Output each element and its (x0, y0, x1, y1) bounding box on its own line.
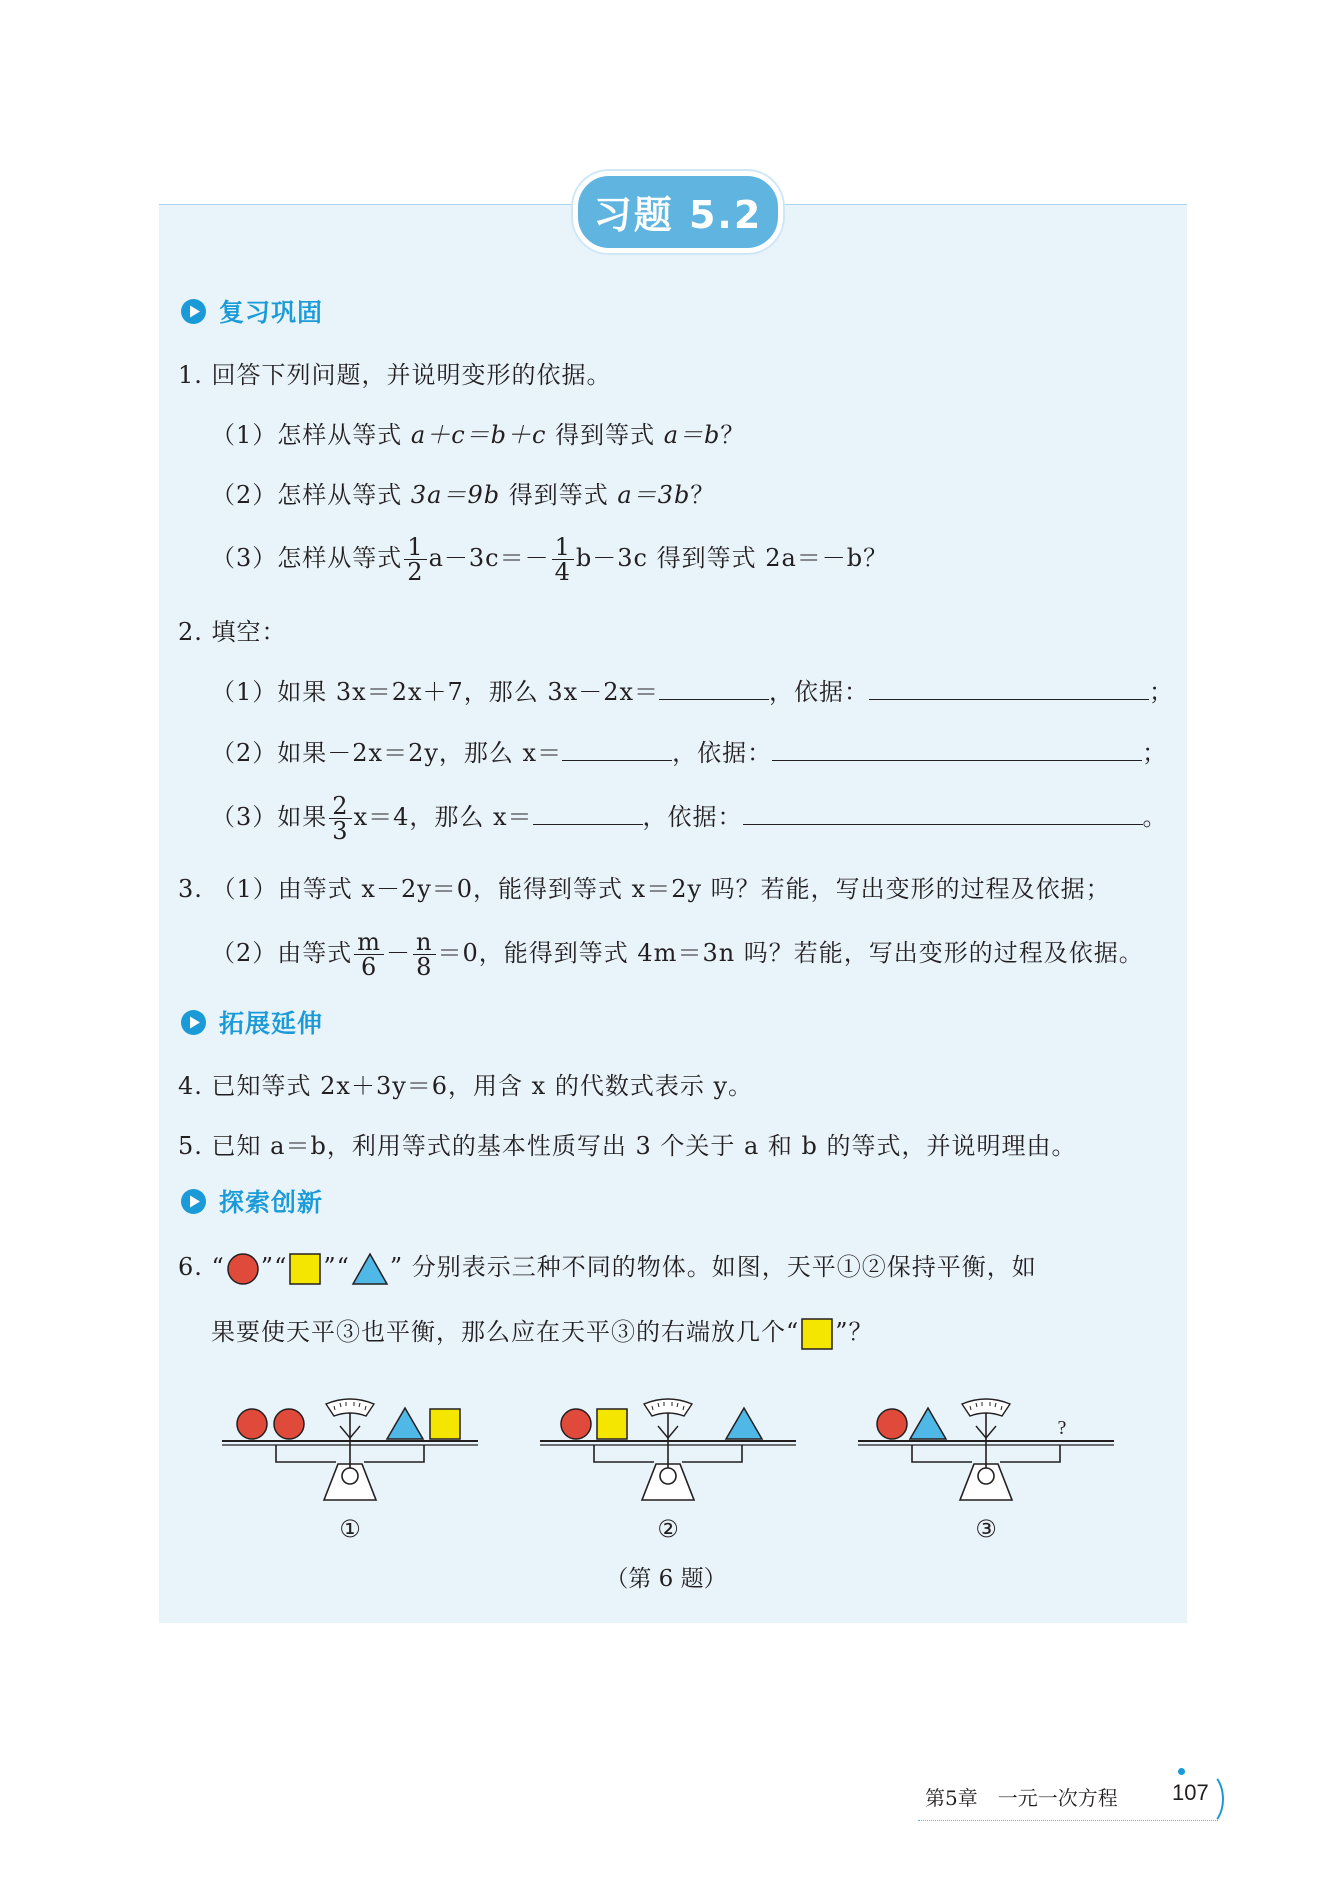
equation: a＋c＝b＋c (410, 421, 547, 449)
text: ，依据： (769, 678, 870, 706)
square-icon (287, 1251, 323, 1287)
equation: a＝b (663, 421, 721, 449)
footer-dotted-rule (918, 1820, 1218, 1821)
question-1-stem: 1. 回答下列问题，并说明变形的依据。 (178, 361, 612, 389)
triangle-object (387, 1408, 423, 1439)
text: x＝4，那么 x＝ (353, 803, 533, 831)
question-2-stem: 2. 填空： (178, 618, 287, 646)
numerator: 1 (404, 535, 426, 560)
numerator: 2 (329, 794, 351, 819)
fraction (329, 794, 351, 843)
circle-object (877, 1409, 907, 1439)
text: （3）如果 (211, 803, 328, 831)
text: （3）怎样从等式 (211, 544, 403, 572)
reason-blank[interactable] (743, 798, 1143, 825)
exercise-title: 习题 5.2 (593, 193, 763, 237)
denominator: 2 (407, 558, 424, 586)
question-1-part-2 (211, 475, 715, 515)
reason-blank[interactable] (869, 673, 1149, 700)
fraction (354, 930, 384, 979)
square-icon (799, 1316, 835, 1352)
fraction (404, 535, 426, 584)
numerator: 1 (552, 535, 574, 560)
question-2-part-3 (211, 789, 1168, 845)
text: ？ (690, 481, 716, 509)
page-footer (0, 1768, 1332, 1838)
section-explore-header (180, 1181, 323, 1221)
text: （1）怎样从等式 (211, 421, 411, 449)
denominator: 4 (554, 558, 571, 586)
text: 得到等式 (546, 421, 664, 449)
triangle-object (726, 1408, 762, 1439)
question-5: 5. 已知 a＝b，利用等式的基本性质写出 3 个关于 a 和 b 的等式，并说明理由。 (178, 1132, 1077, 1160)
answer-blank[interactable] (533, 798, 643, 825)
numerator: n (413, 930, 435, 955)
answer-blank[interactable] (659, 673, 769, 700)
question-3-part-2 (211, 925, 1144, 981)
exercise-title-badge (573, 171, 783, 253)
section-review-title: 复习巩固 (219, 298, 324, 327)
section-extend-header (180, 1002, 323, 1042)
text: 6. “ (178, 1253, 225, 1281)
section-explore-title: 探索创新 (219, 1188, 324, 1217)
text: （2）由等式 (211, 939, 353, 967)
question-2-part-2 (211, 733, 1167, 773)
text: ，依据： (642, 803, 743, 831)
question-2-part-1 (211, 672, 1174, 712)
text: ”“ (260, 1253, 288, 1281)
question-6-line-2 (211, 1310, 874, 1354)
text: ＝0，能得到等式 4m＝3n 吗？若能，写出变形的过程及依据。 (437, 939, 1144, 967)
fraction (413, 930, 435, 979)
text: 。 (1142, 803, 1168, 831)
text: ”“ (323, 1253, 350, 1281)
text: ”？ (835, 1318, 874, 1346)
text: 果要使天平③也平衡，那么应在天平③的右端放几个“ (211, 1318, 800, 1346)
reason-blank[interactable] (772, 734, 1142, 761)
equation: a＝3b (617, 481, 691, 509)
text: 得到等式 (500, 481, 618, 509)
scale-1-label: ① (339, 1515, 361, 1543)
text: ” 分别表示三种不同的物体。如图，天平①②保持平衡，如 (389, 1253, 1037, 1281)
text: （2）怎样从等式 (211, 481, 411, 509)
scale-3-label: ③ (975, 1515, 997, 1543)
scale-2-label: ② (657, 1515, 679, 1543)
page-number: 107 (1172, 1780, 1209, 1805)
play-icon (180, 1188, 207, 1215)
text: a－3c＝－ (428, 544, 550, 572)
question-4: 4. 已知等式 2x＋3y＝6，用含 x 的代数式表示 y。 (178, 1072, 754, 1100)
circle-object (237, 1409, 267, 1439)
circle-object (561, 1409, 591, 1439)
text: － (386, 939, 412, 967)
text: （1）如果 3x＝2x＋7，那么 3x－2x＝ (211, 678, 660, 706)
question-mark-label: ? (1057, 1417, 1067, 1439)
footer-dot (1178, 1768, 1185, 1775)
section-extend-title: 拓展延伸 (219, 1009, 324, 1038)
section-review-header (180, 291, 323, 331)
numerator: m (354, 930, 384, 955)
question-6-line-1 (178, 1245, 1037, 1289)
equation: 3a＝9b (410, 481, 501, 509)
text: ； (1149, 678, 1175, 706)
triangle-icon (350, 1251, 390, 1287)
footer-chapter: 第5章 一元一次方程 (925, 1786, 1118, 1810)
square-object (597, 1409, 627, 1439)
square-object (430, 1409, 460, 1439)
text: （2）如果－2x＝2y，那么 x＝ (211, 739, 563, 767)
denominator: 8 (416, 953, 433, 981)
question-1-part-3 (211, 530, 888, 586)
play-icon (180, 298, 207, 325)
fraction (552, 535, 574, 584)
play-icon (180, 1009, 207, 1036)
triangle-object (910, 1408, 946, 1439)
circle-object (274, 1409, 304, 1439)
circle-icon (225, 1251, 261, 1287)
text: ，依据： (672, 739, 773, 767)
denominator: 6 (361, 953, 378, 981)
answer-blank[interactable] (562, 734, 672, 761)
figure-caption: （第 6 题） (605, 1566, 727, 1592)
text: ； (1142, 739, 1168, 767)
text: b－3c 得到等式 2a＝－b？ (575, 544, 889, 572)
question-1-part-1 (211, 415, 745, 455)
question-3-part-1: 3. （1）由等式 x－2y＝0，能得到等式 x＝2y 吗？若能，写出变形的过程及依据； (178, 875, 1111, 903)
text: ？ (720, 421, 746, 449)
denominator: 3 (332, 817, 349, 845)
